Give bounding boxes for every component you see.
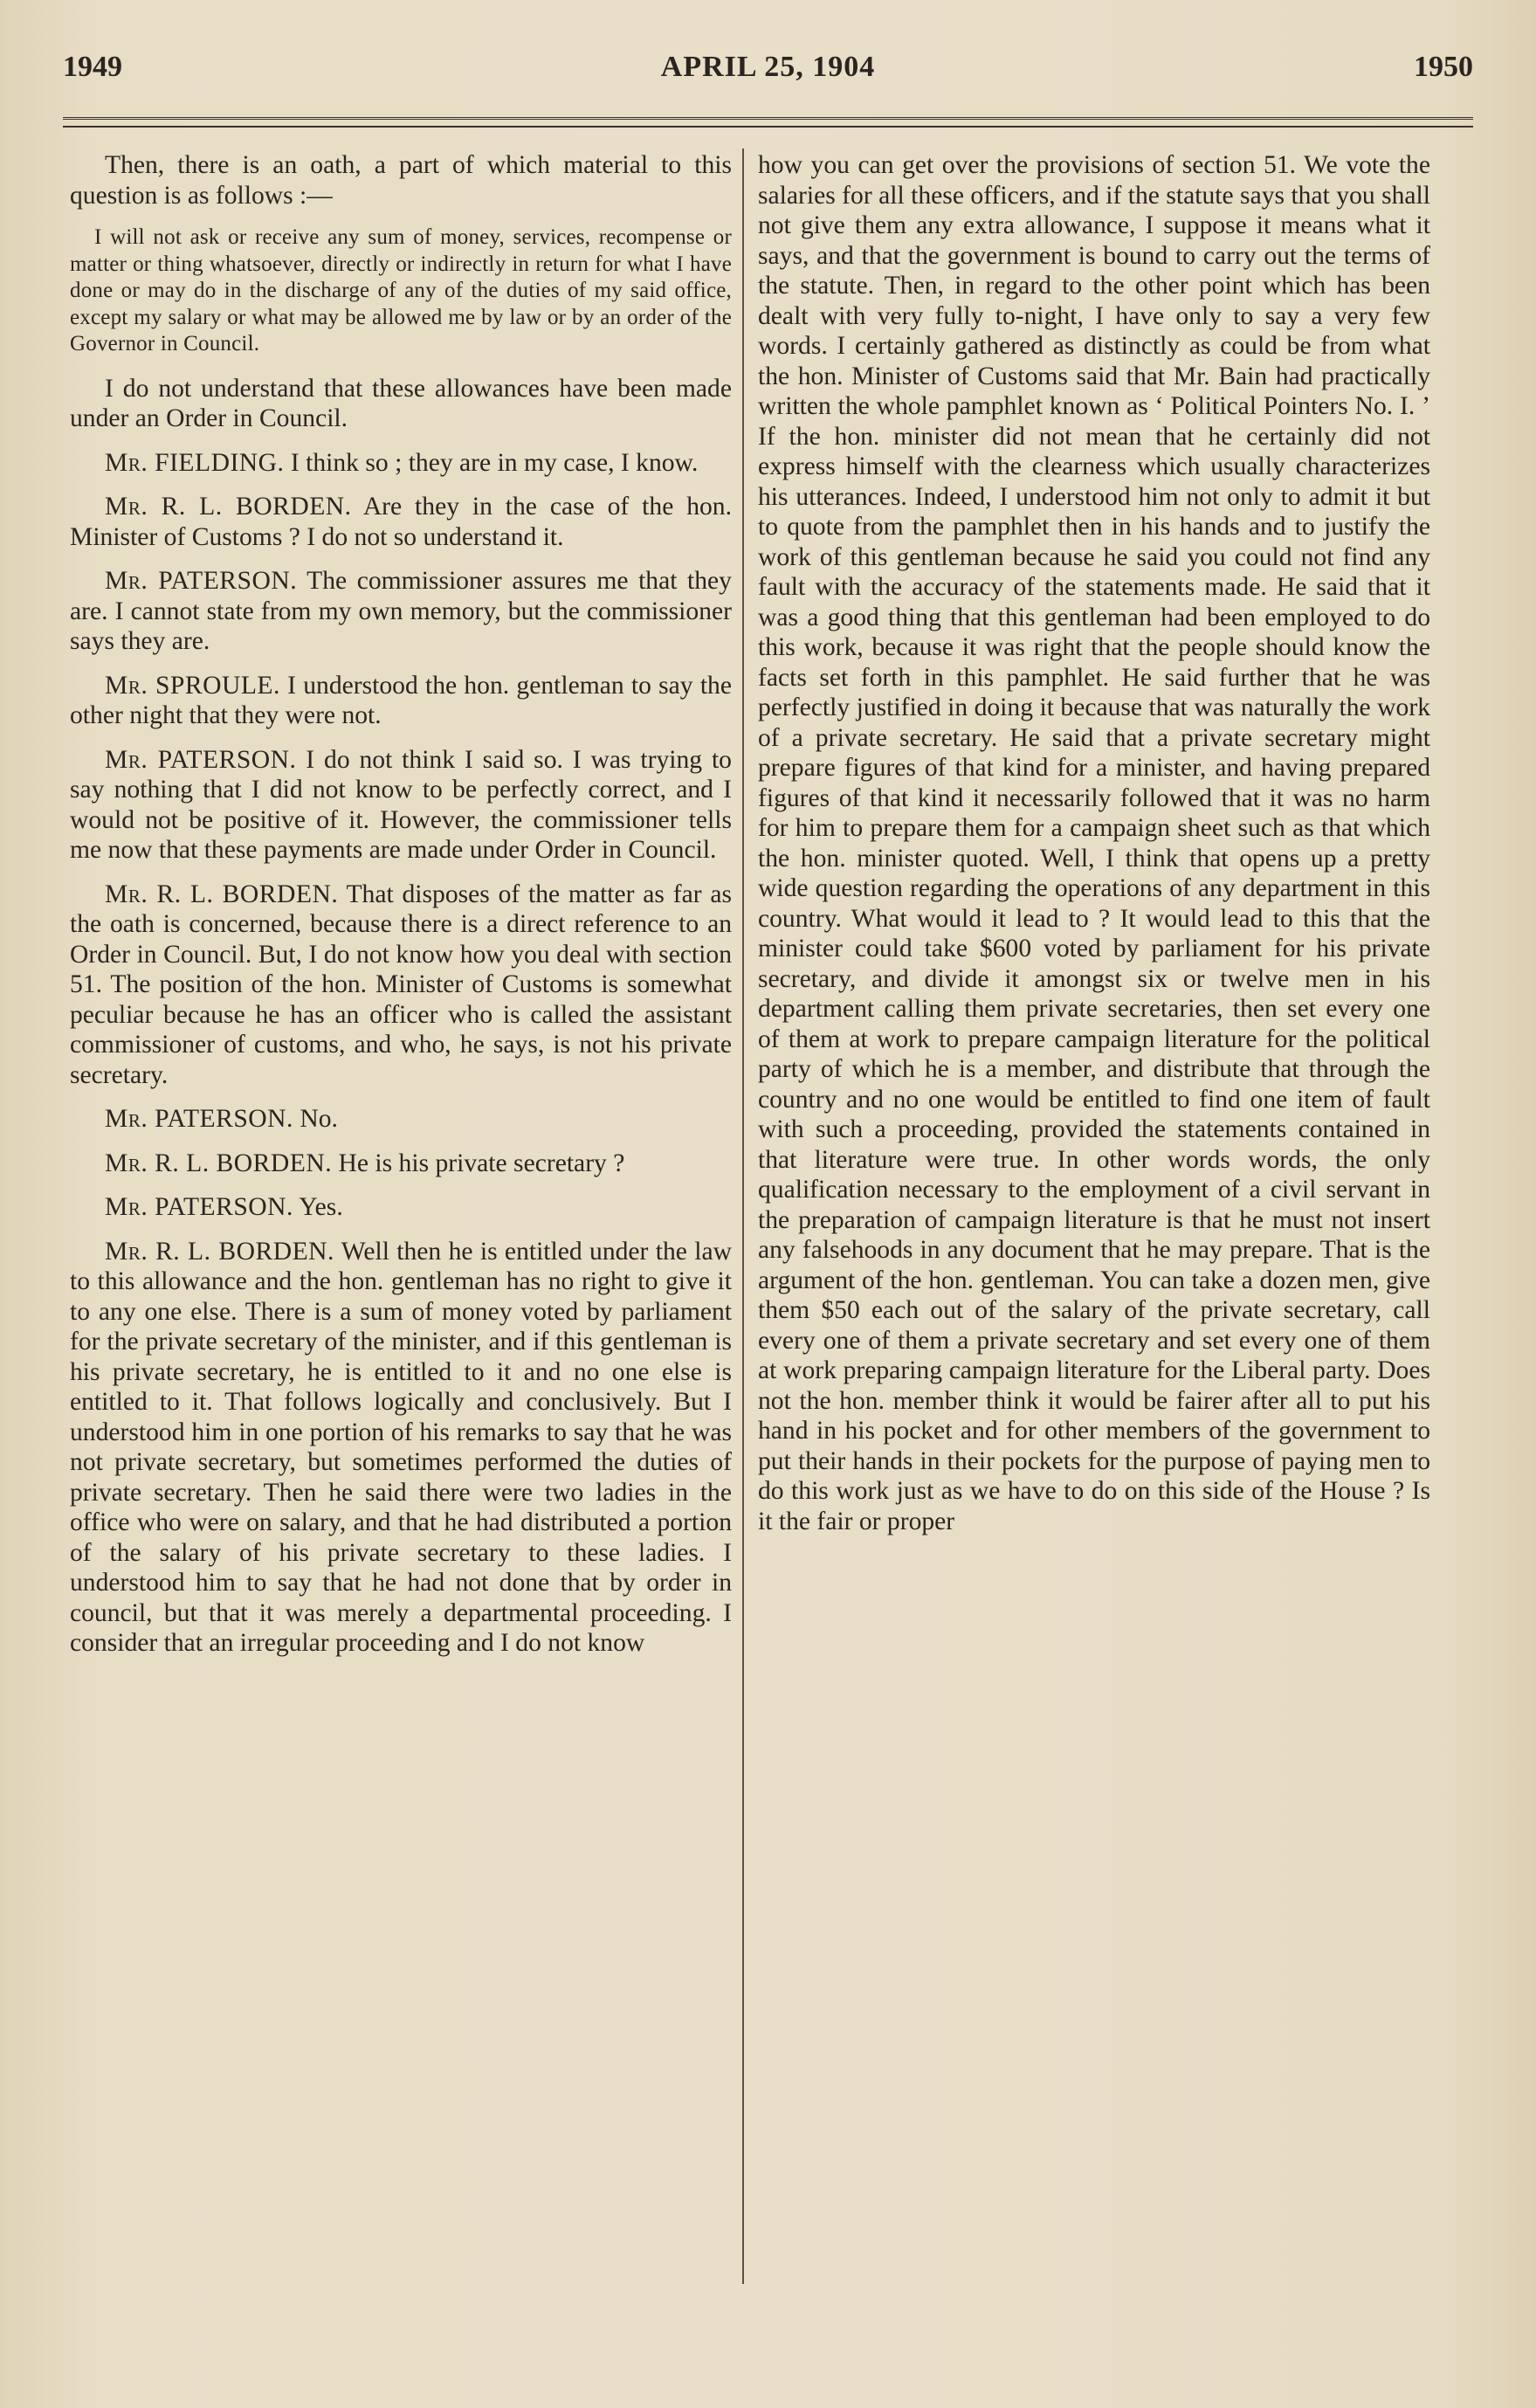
paragraph-text: Then, there is an oath, a part of which material to this question is as follows :— xyxy=(70,151,732,210)
speech xyxy=(70,880,732,1091)
speech xyxy=(70,566,732,657)
speech-text: I do not think I said so. I was trying to say nothing that I did not know to be perfectly correct, and I would not be positive of it. However, the commissioner tells me now that these payments are made under Order in Council. xyxy=(70,745,732,864)
speech-text: Yes. xyxy=(299,1193,343,1221)
speech-text: He is his private secretary ? xyxy=(338,1149,625,1177)
page-number-right: 1950 xyxy=(1414,51,1473,83)
speech-continued xyxy=(758,150,1430,1536)
header-rule xyxy=(63,117,1473,120)
speaker-name: Mr. PATERSON. xyxy=(105,745,297,774)
speaker-name: Mr. PATERSON. xyxy=(105,1105,293,1133)
speech-text: I think so ; they are in my case, I know. xyxy=(290,448,699,477)
speech-text: how you can get over the provisions of section 51. We vote the salaries for all these officers, and if the statute says that you shall not give them any extra allowance, I suppose it means what it says, and that the government is bound to carry out the terms of the statute. Then, in regard to the other point which has been dealt with very fully to-night, I have only to say a very few words. I certainly gathered as distinctly as could be from what the hon. Minister of Customs said that Mr. Bain had practically written the whole pamphlet known as ‘ Political Pointers No. I. ’ If the hon. minister did not mean that he certainly did not express himself with the clearness which usually characterizes his utterances. Indeed, I understood him not only to admit it but to quote from the pamphlet then in his hands and to justify the work of this gentleman because he said you could not find any fault with the accuracy of the statements made. He said that it was a good thing that this gentleman had been employed to do this work, because it was right that the people should know the facts set forth in this pamphlet. He said further that he was perfectly justified in doing it because that was naturally the work of a private secretary. He said that a private secretary might prepare figures of that kind for a minister, and having prepared figures of that kind it necessarily followed that it was no harm for him to prepare them for a campaign sheet such as that which the hon. minister quoted. Well, I think that opens up a pretty wide question regarding the operations of any department in this country. What would it lead to ? It would lead to this that the minister could take $600 voted by parliament for his private secretary, and divide it amongst six or twelve men in his department calling them private secretaries, then set every one of them at work to prepare campaign literature for the political party of which he is a member, and distribute that through the country and no one would be entitled to find one item of fault with such a proceeding, provided the statements contained in that literature were true. In other words words, the only qualification necessary to the employment of a civil servant in the preparation of campaign literature is that he must not insert any falsehoods in any document that he may prepare. That is the argument of the hon. gentleman. You can take a dozen men, give them $50 each out of the salary of the private secretary, call every one of them a private secretary and set every one of them at work preparing campaign literature for the Liberal party. Does not the hon. member think it would be fairer after all to put his hand in his pocket and for other members of the government to put their hands in their pockets for the purpose of paying men to do this work just as we have to do on this side of the House ? Is it the fair or proper xyxy=(758,151,1430,1535)
header-rule-lower xyxy=(63,126,1473,128)
page-number-left: 1949 xyxy=(63,51,122,83)
column-divider xyxy=(742,148,744,2284)
speaker-name: Mr. SPROULE. xyxy=(105,671,280,700)
speech xyxy=(70,492,732,552)
speaker-name: Mr. FIELDING. xyxy=(105,448,285,477)
speech-text: The commissioner assures me that they are. I cannot state from my own memory, but the commissioner says they are. xyxy=(70,567,732,655)
right-column xyxy=(758,150,1430,1550)
speech-text: Well then he is entitled under the law to this allowance and the hon. gentleman has no right to give it to any one else. There is a sum of money voted by parliament for the private secretary of the minister, and if this gentleman is his private secretary, he is entitled to it and no one else is entitled to it. That follows logically and conclusively. But I understood him in one portion of his remarks to say that he was not private secretary, but sometimes performed the duties of private secretary. Then he said there were two ladies in the office who were on salary, and that he had distributed a portion of the salary of his private secretary to these ladies. I understood him to say that he had not done that by order in council, but that it was merely a departmental proceeding. I consider that an irregular proceeding and I do not know xyxy=(70,1237,732,1657)
speaker-name: Mr. R. L. BORDEN. xyxy=(105,1237,334,1266)
paragraph xyxy=(70,374,732,434)
paragraph xyxy=(70,150,732,210)
speech xyxy=(70,745,732,866)
speech xyxy=(70,1237,732,1659)
speech-text: I understood the hon. gentleman to say the other night that they were not. xyxy=(70,671,732,729)
page-date: APRIL 25, 1904 xyxy=(660,51,876,83)
speaker-name: Mr. R. L. BORDEN. xyxy=(105,880,339,908)
speech xyxy=(70,448,732,479)
oath-quote xyxy=(70,224,732,358)
speech xyxy=(70,1149,732,1179)
paragraph-text: I do not understand that these allowances have been made under an Order in Council. xyxy=(70,374,732,432)
speaker-name: Mr. PATERSON. xyxy=(105,567,298,595)
speech-text: That disposes of the matter as far as the oath is concerned, because there is a direct reference to an Order in Council. But, I do not know how you deal with section 51. The position of the hon. Minister of Customs is somewhat peculiar because he has an officer who is called the assistant commissioner of customs, and who, he says, is not his private secretary. xyxy=(70,880,732,1089)
quote-text: I will not ask or receive any sum of money, services, recompense or matter or thing whatsoever, directly or indirectly in return for what I have done or may do in the discharge of any of the duties of my said office, except my salary or what may be allowed me by law or by an order of the Governor in Council. xyxy=(70,225,732,355)
page-header xyxy=(63,51,1473,93)
speech xyxy=(70,1192,732,1223)
speech xyxy=(70,1104,732,1135)
speech xyxy=(70,671,732,731)
speech-text: Are they in the case of the hon. Minister of Customs ? I do not so understand it. xyxy=(70,493,732,551)
left-column xyxy=(70,150,732,1673)
speaker-name: Mr. PATERSON. xyxy=(105,1193,293,1221)
speaker-name: Mr. R. L. BORDEN. xyxy=(105,493,352,521)
speaker-name: Mr. R. L. BORDEN. xyxy=(105,1149,333,1177)
speech-text: No. xyxy=(300,1105,338,1133)
